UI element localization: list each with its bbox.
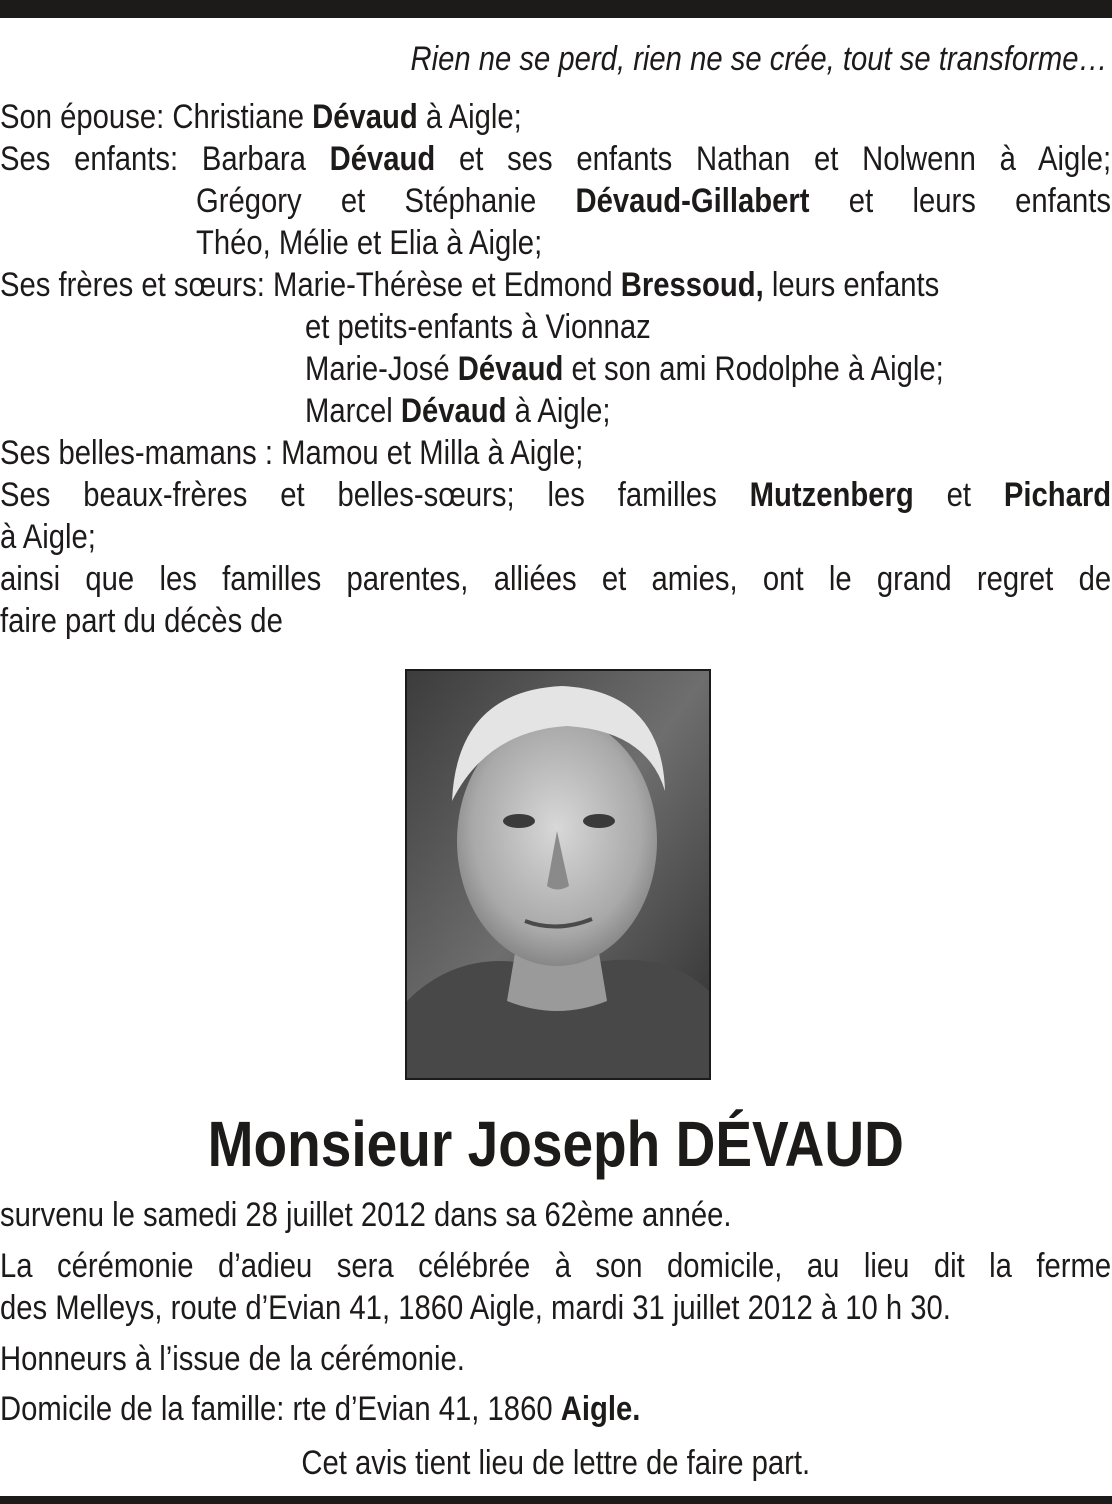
siblings-line-1: Ses frères et sœurs: Marie-Thérèse et Edmond Bressoud, leurs enfants xyxy=(0,266,940,304)
ceremony-line-2: des Melleys, route d’Evian 41, 1860 Aigle, mardi 31 juillet 2012 à 10 h 30. xyxy=(0,1289,951,1327)
mothers-in-law-line: Ses belles-mamans : Mamou et Milla à Aigle; xyxy=(0,434,584,472)
siblings-line-3: Marie-José Dévaud et son ami Rodolphe à Aigle; xyxy=(305,350,944,388)
portrait-photo xyxy=(405,669,711,1080)
top-rule xyxy=(0,0,1112,18)
deceased-name: Monsieur Joseph DÉVAUD xyxy=(207,1108,905,1180)
ceremony-line-1: La cérémonie d’adieu sera célébrée à son domicile, au lieu dit la ferme xyxy=(0,1247,1112,1285)
families-line-2: faire part du décès de xyxy=(0,602,283,640)
families-line-1: ainsi que les familles parentes, alliées et amies, ont le grand regret de xyxy=(0,560,1112,598)
children-line-1: Ses enfants: Barbara Dévaud et ses enfants Nathan et Nolwenn à Aigle; xyxy=(0,140,1112,178)
in-laws-line-2: à Aigle; xyxy=(0,518,96,556)
children-line-3: Théo, Mélie et Elia à Aigle; xyxy=(196,224,543,262)
siblings-line-4: Marcel Dévaud à Aigle; xyxy=(305,392,611,430)
footer-note: Cet avis tient lieu de lettre de faire part. xyxy=(301,1444,811,1482)
siblings-line-2: et petits-enfants à Vionnaz xyxy=(305,308,651,346)
family-home-line: Domicile de la famille: rte d’Evian 41, 1860 Aigle. xyxy=(0,1390,641,1428)
spouse-line: Son épouse: Christiane Dévaud à Aigle; xyxy=(0,98,522,136)
honours-line: Honneurs à l’issue de la cérémonie. xyxy=(0,1340,465,1378)
portrait-image xyxy=(407,671,709,1078)
death-line: survenu le samedi 28 juillet 2012 dans sa 62ème année. xyxy=(0,1196,732,1234)
children-line-2: Grégory et Stéphanie Dévaud-Gillabert et leurs enfants xyxy=(196,182,1112,220)
epigraph-quote: Rien ne se perd, rien ne se crée, tout se transforme… xyxy=(410,40,1108,78)
in-laws-line-1: Ses beaux-frères et belles-sœurs; les familles Mutzenberg et Pichard xyxy=(0,476,1112,514)
bottom-rule xyxy=(0,1496,1112,1504)
